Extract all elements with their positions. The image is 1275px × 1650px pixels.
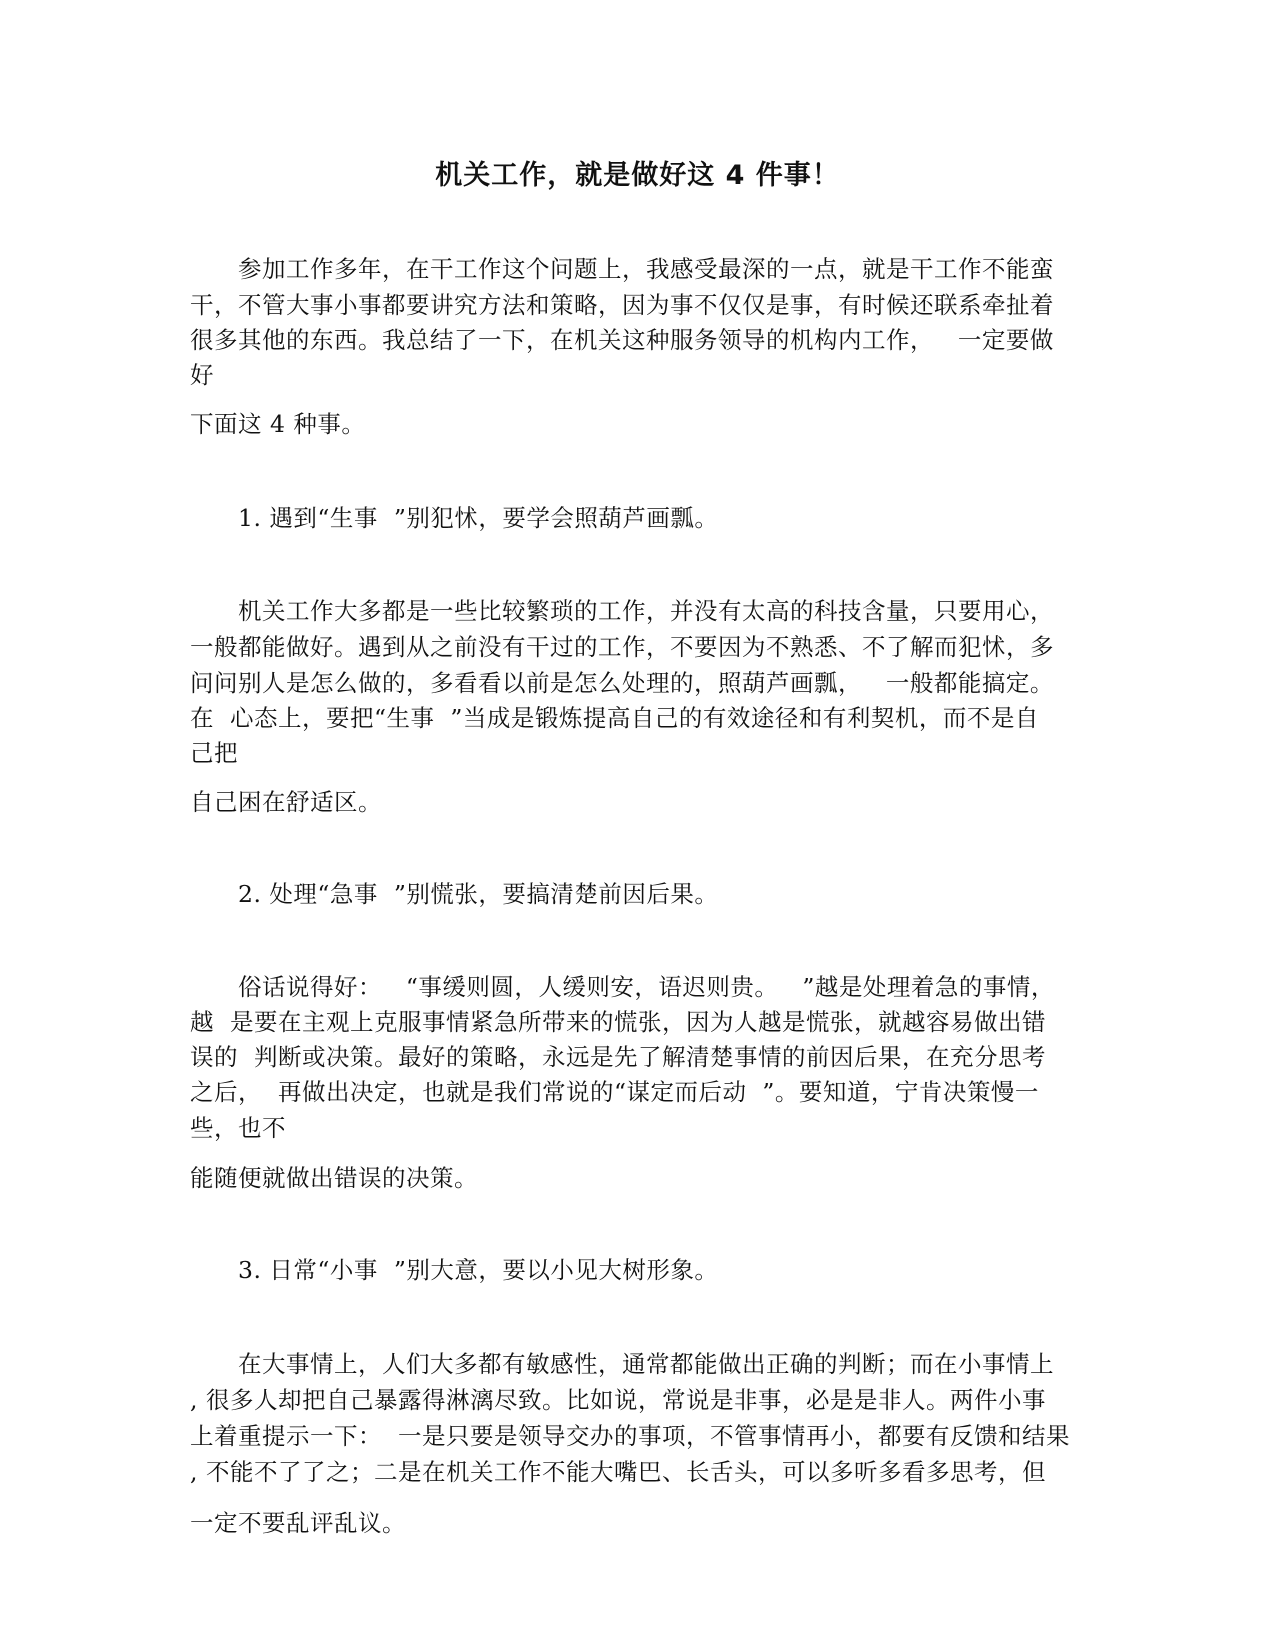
paragraph-line: 己把 [190,739,238,767]
paragraph-line: , 不能不了了之；二是在机关工作不能大嘴巴、长舌头，可以多听多看多思考，但 [190,1458,1046,1486]
paragraph-line: 好 [190,361,214,389]
paragraph-line: 很多其他的东西。我总结了一下，在机关这种服务领导的机构内工作， 一定要做 [190,326,1054,354]
paragraph-line: 参加工作多年，在干工作这个问题上，我感受最深的一点，就是干工作不能蛮 [238,255,1054,283]
paragraph-line: 越 是要在主观上克服事情紧急所带来的慌张，因为人越是慌张，就越容易做出错 [190,1008,1046,1036]
paragraph-line: 机关工作大多都是一些比较繁琐的工作，并没有太高的科技含量，只要用心， [238,597,1054,625]
paragraph-line: 能随便就做出错误的决策。 [190,1164,478,1192]
section-heading-3: 3. 日常“小事 ”别大意，要以小见大树形象。 [238,1256,719,1284]
paragraph-line: , 很多人却把自己暴露得淋漓尽致。比如说，常说是非事，必是是非人。两件小事 [190,1386,1046,1414]
paragraph-line: 问问别人是怎么做的，多看看以前是怎么处理的，照葫芦画瓢， 一般都能搞定。 [190,669,1054,697]
paragraph-line: 俗话说得好： “事缓则圆，人缓则安，语迟则贵。 ”越是处理着急的事情， [238,973,1055,1001]
section-heading-2: 2. 处理“急事 ”别慌张，要搞清楚前因后果。 [238,880,719,908]
paragraph-line: 一定不要乱评乱议。 [190,1509,406,1537]
paragraph-line: 干，不管大事小事都要讲究方法和策略，因为事不仅仅是事，有时候还联系牵扯着 [190,291,1054,319]
paragraph-line: 一般都能做好。遇到从之前没有干过的工作，不要因为不熟悉、不了解而犯怵，多 [190,633,1054,661]
paragraph-line: 上着重提示一下： 一是只要是领导交办的事项，不管事情再小，都要有反馈和结果 [190,1422,1070,1450]
paragraph-line: 下面这 4 种事。 [190,410,366,438]
paragraph-line: 误的 判断或决策。最好的策略，永远是先了解清楚事情的前因后果，在充分思考 [190,1043,1046,1071]
paragraph-line: 些，也不 [190,1114,286,1142]
paragraph-line: 在 心态上，要把“生事 ”当成是锻炼提高自己的有效途径和有利契机，而不是自 [190,704,1039,732]
section-heading-1: 1. 遇到“生事 ”别犯怵，要学会照葫芦画瓢。 [238,504,719,532]
paragraph-line: 自己困在舒适区。 [190,788,382,816]
paragraph-line: 之后， 再做出决定，也就是我们常说的“谋定而后动 ”。要知道，宁肯决策慢一 [190,1078,1039,1106]
document-title: 机关工作，就是做好这 4 件事！ [435,160,840,191]
paragraph-line: 在大事情上，人们大多都有敏感性，通常都能做出正确的判断；而在小事情上 [238,1350,1054,1378]
